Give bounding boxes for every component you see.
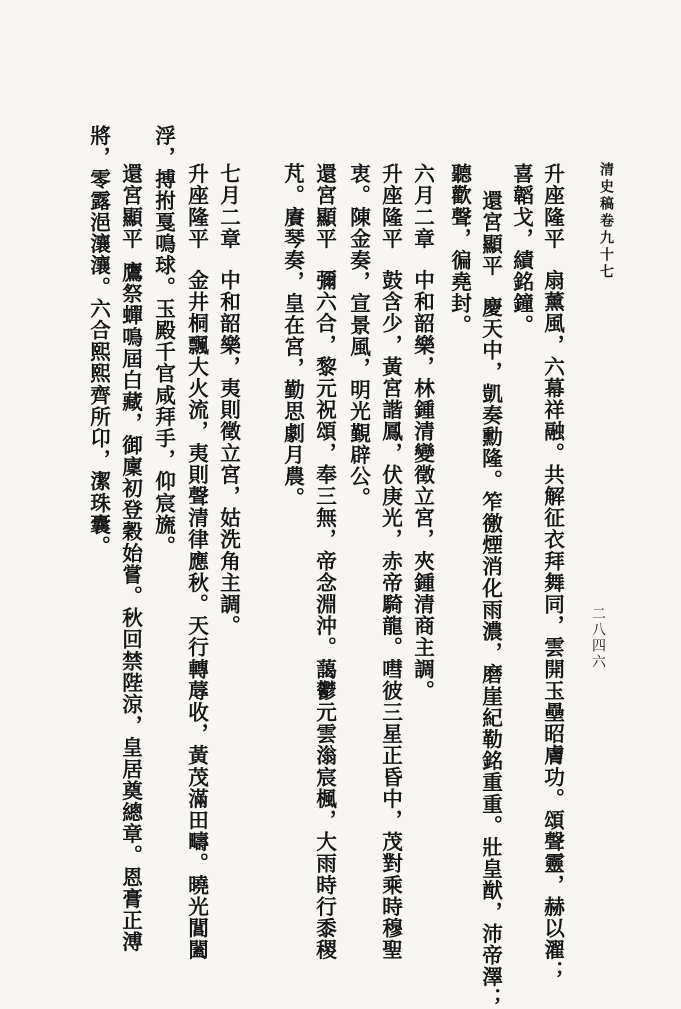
- column-body: 彌六合，黎元祝頌，奉三無，帝念淵沖。藹鬱元雲滃宸楓，大雨時行黍稷: [312, 269, 337, 961]
- text-column-8: [314, 163, 335, 961]
- column-label: 七月二章: [216, 163, 241, 250]
- text-column-11: [186, 163, 207, 961]
- column-label: 六月二章: [410, 163, 435, 250]
- text-column-12: [153, 125, 174, 557]
- column-body: 中和韶樂，夷則徵立宮，姑洗角主調。: [216, 269, 241, 637]
- column-body: 浮，搏拊戛鳴球。玉殿千官咸拜手，仰宸旒。: [151, 125, 176, 557]
- column-body: 中和韶樂，林鍾清變徵立宮，夾鍾清商主調。: [410, 269, 435, 702]
- text-column-4: [449, 163, 470, 336]
- column-label: 升座隆平: [378, 163, 403, 250]
- text-column-7: [348, 163, 369, 509]
- column-body: 將，零露浥瀼瀼。六合熙熙齊所卬，潔珠囊。: [86, 125, 111, 557]
- book-title-header: 清史稿卷九十七: [598, 162, 614, 281]
- column-body: 慶天中，凱奏勳隆。笮徼煙消化雨濃，磨崖紀勒銘重重。壯皇猷，沛帝澤；: [478, 296, 503, 1009]
- text-column-1: [542, 163, 563, 982]
- text-column-6: [380, 163, 401, 961]
- column-label: 還宮顯平: [118, 163, 143, 250]
- text-column-13: [120, 163, 141, 953]
- text-column-9: [282, 163, 303, 509]
- column-label: 還宮顯平: [478, 190, 503, 277]
- column-body: 喜韜戈，績銘鐘。: [509, 163, 534, 336]
- column-body: 芃。賡琴奏，皇在宮，勤思劇月農。: [280, 163, 305, 509]
- column-body: 金井桐飄大火流，夷則聲清律應秋。天行轉蓐收，黃茂滿田疇。曉光閶闔: [184, 269, 209, 961]
- page-number: 二八四六: [590, 606, 606, 670]
- column-label: 升座隆平: [184, 163, 209, 250]
- column-body: 鷹祭蟬鳴屆白藏，御廩初登穀始嘗。秋回禁陛涼，皇居奠總章。恩膏正溥: [118, 261, 143, 953]
- text-column-14: [88, 125, 109, 557]
- column-label: 升座隆平: [540, 163, 565, 250]
- text-column-2: [511, 163, 532, 336]
- column-body: 鼓含少，黃宮諧鳳，伏庚光，赤帝騎龍。嘒彼三星正昏中，茂對乘時穆聖: [378, 269, 403, 961]
- text-column-3: [480, 190, 501, 1009]
- column-label: 還宮顯平: [312, 163, 337, 250]
- text-column-10: [218, 163, 239, 637]
- column-body: 扇薰風，六幕祥融。共解征衣拜舞同，雲開玉壘昭膚功。頌聲靈，赫以濯；: [540, 269, 565, 983]
- column-body: 衷。陳金奏，宣景風，明光覲辟公。: [346, 163, 371, 509]
- text-column-5: [412, 163, 433, 701]
- column-body: 聽歡聲，徧堯封。: [447, 163, 472, 336]
